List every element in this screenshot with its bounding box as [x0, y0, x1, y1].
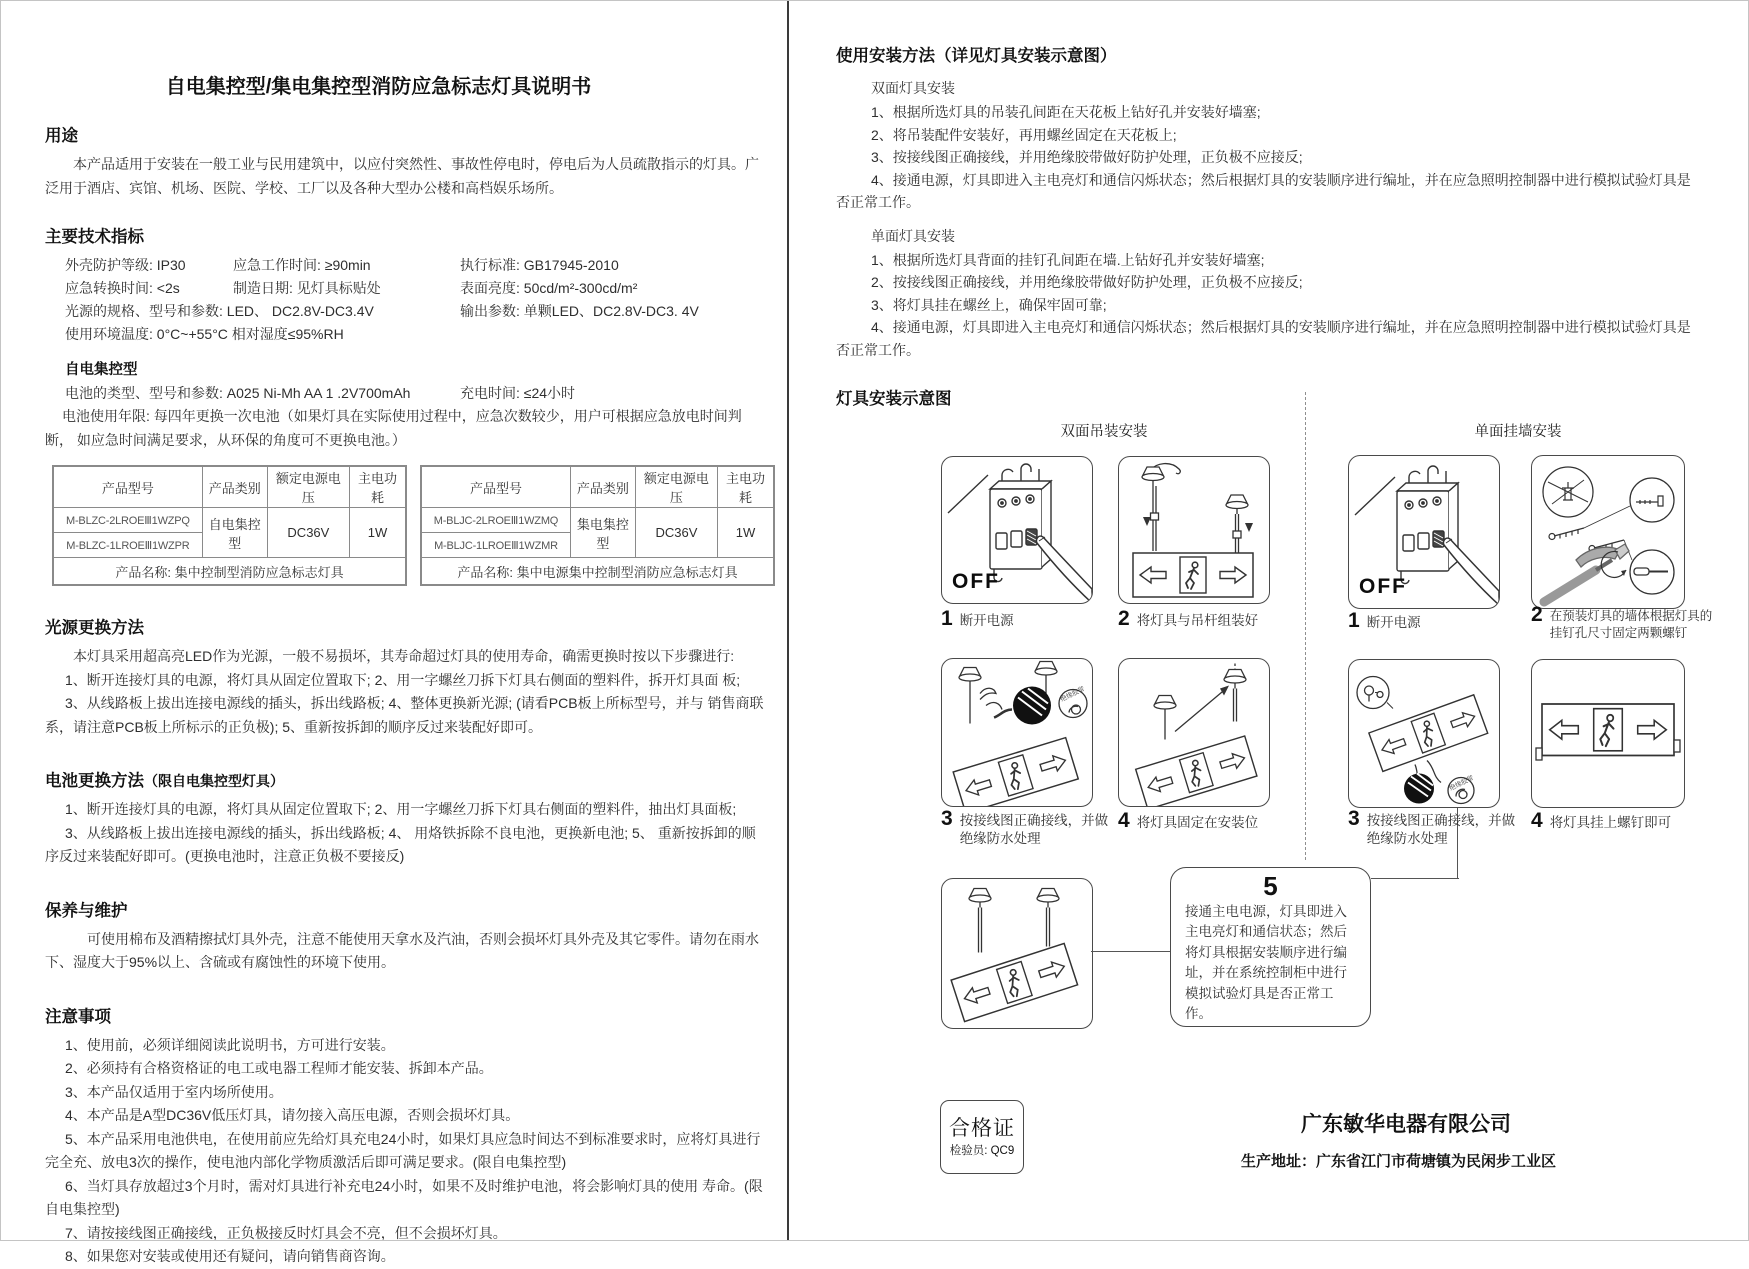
- col-header: 产品类别: [570, 466, 635, 508]
- connector-line: [1091, 951, 1170, 952]
- section-battery-replace: [45, 767, 767, 869]
- step-caption: [1348, 610, 1421, 632]
- product-name-cell: 产品名称: 集中电源集中控制型消防应急标志灯具: [421, 558, 774, 586]
- exit-sign-icon: [1532, 660, 1684, 807]
- usage-heading: 用途: [45, 127, 78, 145]
- spec-item: 使用环境温度: 0°C~+55°C 相对湿度≤95%RH: [65, 326, 344, 342]
- step-number: 3: [941, 807, 953, 830]
- product-table-self-powered: [52, 465, 407, 586]
- spec-row: [65, 323, 767, 346]
- specs-heading: 主要技术指标: [45, 228, 144, 246]
- col-header: 产品型号: [421, 466, 570, 508]
- heading-note: （限自电集控型灯具）: [144, 773, 284, 789]
- power-cell: 1W: [350, 508, 406, 558]
- spec-item: 外壳防护等级: IP30: [65, 257, 186, 273]
- section-maintenance: [45, 897, 767, 975]
- single-sided-subheading: 单面灯具安装: [871, 227, 955, 244]
- connector-line: [1371, 878, 1459, 879]
- step-number: 4: [1118, 809, 1130, 832]
- spec-item: 输出参数: 单颗LED、DC2.8V-DC3. 4V: [460, 303, 699, 319]
- step-text: 在预装灯具的墙体根据灯具的挂钉孔尺寸固定两颗螺钉: [1549, 609, 1713, 640]
- step-box: [1531, 659, 1685, 808]
- wiring-tape-icon: [942, 659, 1092, 806]
- step-number: 1: [941, 607, 953, 630]
- category-cell: 自电集控型: [202, 508, 267, 558]
- paragraph: 1、断开连接灯具的电源，将灯具从固定位置取下; 2、用一字螺丝刀拆下灯具右侧面的塑料件，抽出灯具面板;: [65, 801, 737, 817]
- page-title: 自电集控型/集电集控型消防应急标志灯具说明书: [165, 76, 592, 98]
- insulation-tape-label: 绝缘胶带: [1448, 774, 1475, 793]
- spec-item: 应急工作时间: ≥90min: [233, 257, 371, 273]
- certificate-title: 合格证: [949, 1117, 1015, 1141]
- model-cell: M-BLZC-1LROEⅢ1WZPR: [53, 533, 202, 558]
- step-box: [1348, 659, 1500, 808]
- light-source-heading: 光源更换方法: [45, 619, 144, 637]
- charge-time: 充电时间: ≤24小时: [460, 385, 576, 401]
- step-box: [1118, 456, 1270, 604]
- note-item: 5、本产品采用电池供电，在使用前应先给灯具充电24小时，如果灯具应急时间达不到标准要求时，应将灯具进行完全充、放电3次的操作，使电池内部化学物质激活后即可满足要求。(限自电集控型): [45, 1130, 761, 1170]
- step-box: [941, 878, 1093, 1029]
- spec-row: [65, 382, 767, 405]
- battery-replace-heading: [45, 767, 767, 791]
- step-text: 断开电源: [1366, 615, 1421, 630]
- self-powered-heading: 自电集控型: [65, 362, 138, 378]
- paragraph: 3、从线路板上拔出连接电源线的插头，拆出线路板; 4、整体更换新光源; (请看PCB板上所标型号，并与 销售商联系，请注意PCB板上所标示的正负极); 5、重新按拆卸的顺序反过来装配好即可。: [45, 695, 764, 735]
- power-cell: 1W: [718, 508, 774, 558]
- off-label: OFF: [952, 570, 1000, 593]
- step-text: 接通主电电源，灯具即进入主电亮灯和通信状态；然后将灯具根据安装顺序进行编址，并在系统控制柜中进行模拟试验灯具是否正常工作。: [1185, 903, 1347, 1022]
- section-specs: [45, 223, 767, 452]
- install-diagram: [789, 0, 1749, 1241]
- spec-item: 表面亮度: 50cd/m²-300cd/m²: [460, 280, 638, 296]
- col-header: 产品类别: [202, 466, 267, 508]
- step-text: 按接线图正确接线，并做绝缘防水处理: [1366, 813, 1516, 847]
- company-address: 生产地址：广东省江门市荷塘镇为民闲步工业区: [1241, 1153, 1557, 1170]
- hang-rod-assembly-icon: [1119, 457, 1269, 603]
- fix-to-position-icon: [1119, 659, 1269, 806]
- install-step: 3、按接线图正确接线，并用绝缘胶带做好防护处理，正负极不应接反;: [871, 149, 1303, 165]
- double-sided-subheading: 双面灯具安装: [871, 80, 955, 96]
- install-step: 4、接通电源，灯具即进入主电亮灯和通信闪烁状态；然后根据灯具的安装顺序进行编址，并在应急照明控制器中进行模拟试验灯具是否正常工作。: [836, 171, 1691, 210]
- spec-row: [65, 254, 767, 277]
- battery-life: 电池使用年限: 每四年更换一次电池（如果灯具在实际使用过程中，应急次数较少，用户可根据应急放电时间判断， 如应急时间满足要求，从环保的角度可不更换电池。）: [45, 408, 742, 448]
- spec-row: [65, 300, 767, 323]
- install-step: 2、按接线图正确接线，并用绝缘胶带做好防护处理，正负极不应接反;: [871, 274, 1303, 290]
- step-caption: [941, 608, 1014, 630]
- step-number: 2: [1531, 603, 1543, 626]
- spec-item: 应急转换时间: <2s: [65, 280, 180, 296]
- paragraph: 1、断开连接灯具的电源，将灯具从固定位置取下; 2、用一字螺丝刀拆下灯具右侧面的塑料件，拆开灯具面 板;: [65, 671, 741, 688]
- step-box: [941, 658, 1093, 807]
- col-header: 额定电源电压: [635, 466, 717, 508]
- model-cell: M-BLJC-1LROEⅢ1WZMR: [421, 533, 570, 558]
- certificate-inspector: 检验员: QC9: [949, 1144, 1015, 1157]
- insulation-tape-label: 绝缘胶带: [1059, 685, 1086, 704]
- step-number: 2: [1118, 607, 1130, 630]
- table-footer-row: [421, 558, 774, 586]
- step-number: 1: [1348, 609, 1360, 632]
- wall-wiring-icon: [1349, 660, 1499, 807]
- note-item: 2、必须持有合格资格证的电工或电器工程师才能安装、拆卸本产品。: [65, 1060, 493, 1076]
- usage-body: 本产品适用于安装在一般工业与民用建筑中，以应付突然性、事故性停电时，停电后为人员疏散指示的灯具。广泛用于酒店、宾馆、机场、医院、学校、工厂以及各种大型办公楼和高档娱乐场所。: [45, 156, 759, 196]
- category-cell: 集电集控型: [570, 508, 635, 558]
- step-text: 将灯具固定在安装位: [1136, 815, 1259, 830]
- page-right: [789, 0, 1749, 1241]
- step-box: [1118, 658, 1270, 807]
- spec-item: 执行标准: GB17945-2010: [460, 257, 619, 273]
- install-step: 1、根据所选灯具的吊装孔间距在天花板上钻好孔并安装好墙塞;: [871, 104, 1261, 120]
- single-wall-label: 单面挂墙安装: [1474, 424, 1562, 440]
- battery-spec: 电池的类型、型号和参数: A025 Ni-Mh AA 1 .2V700mAh: [65, 385, 411, 401]
- product-tables: [52, 465, 767, 586]
- install-method-heading: 使用安装方法（详见灯具安装示意图）: [836, 47, 1117, 65]
- step-caption: [1531, 604, 1721, 642]
- spec-row: [65, 277, 767, 300]
- voltage-cell: DC36V: [635, 508, 717, 558]
- note-item: 7、请按接线图正确接线，正负极接反时灯具会不亮，但不会损坏灯具。: [65, 1224, 507, 1241]
- paragraph: 可使用棉布及酒精擦拭灯具外壳，注意不能使用天拿水及汽油，否则会损坏灯具外壳及其它零件。请勿在雨水下、湿度大于95%以上、含硫或有腐蚀性的环境下使用。: [45, 930, 759, 970]
- paragraph: 本灯具采用超高亮LED作为光源，一般不易损坏，其寿命超过灯具的使用寿命，确需更换时按以下步骤进行:: [73, 648, 735, 664]
- col-header: 额定电源电压: [267, 466, 349, 508]
- company-name: 广东敏华电器有限公司: [1301, 1113, 1511, 1136]
- paragraph: 3、从线路板上拔出连接电源线的插头，拆出线路板; 4、 用烙铁拆除不良电池，更换新电池; 5、 重新按拆卸的顺序反过来装配好即可。(更换电池时，注意正负极不要接反): [45, 824, 756, 864]
- product-name-cell: 产品名称: 集中控制型消防应急标志灯具: [53, 558, 406, 586]
- section-usage: [45, 122, 767, 200]
- step-caption: [1531, 810, 1721, 832]
- assembled-fixture-icon: [942, 879, 1092, 1028]
- install-step: 3、将灯具挂在螺丝上，确保牢固可靠;: [871, 296, 1107, 313]
- col-header: 主电功耗: [718, 466, 774, 508]
- spec-item: 制造日期: 见灯具标贴处: [233, 280, 381, 296]
- install-step: 2、将吊装配件安装好，再用螺丝固定在天花板上;: [871, 126, 1177, 143]
- table-row: [53, 508, 406, 533]
- maintenance-heading: 保养与维护: [45, 901, 128, 920]
- step-caption: [941, 808, 1119, 848]
- col-header: 产品型号: [53, 466, 202, 508]
- voltage-cell: DC36V: [267, 508, 349, 558]
- step-box: [1531, 455, 1685, 609]
- note-item: 3、本产品仅适用于室内场所使用。: [65, 1083, 283, 1100]
- double-hang-label: 双面吊装安装: [1060, 424, 1148, 440]
- note-item: 4、本产品是A型DC36V低压灯具，请勿接入高压电源，否则会损坏灯具。: [65, 1107, 520, 1123]
- step-text: 将灯具与吊杆组装好: [1136, 613, 1259, 628]
- step-caption: [1118, 810, 1298, 832]
- off-label: OFF: [1359, 575, 1407, 598]
- table-row: [421, 508, 774, 533]
- section-light-source: [45, 614, 767, 739]
- wall-screws-tools-icon: [1532, 456, 1684, 608]
- table-footer-row: [53, 558, 406, 586]
- table-header-row: [421, 466, 774, 508]
- step5-box: [1170, 867, 1371, 1027]
- step-caption: [1118, 608, 1293, 630]
- note-item: 1、使用前，必须详细阅读此说明书，方可进行安装。: [65, 1036, 395, 1053]
- install-step: 1、根据所选灯具背面的挂钉孔间距在墙.上钻好孔并安装好墙塞;: [871, 251, 1265, 268]
- model-cell: M-BLZC-2LROEⅢ1WZPQ: [53, 508, 202, 533]
- step-box: [1348, 455, 1500, 609]
- step-text: 将灯具挂上螺钉即可: [1549, 815, 1672, 830]
- step-number: 3: [1348, 807, 1360, 830]
- step-number: 5: [1263, 871, 1278, 901]
- section-notes: [45, 1003, 767, 1269]
- diagram-heading: 灯具安装示意图: [836, 390, 952, 408]
- install-step: 4、接通电源，灯具即进入主电亮灯和通信闪烁状态；然后根据灯具的安装顺序进行编址，并在应急照明控制器中进行模拟试验灯具是否正常工作。: [836, 319, 1691, 358]
- model-cell: M-BLJC-2LROEⅢ1WZMQ: [421, 508, 570, 533]
- step-caption: [1348, 808, 1526, 848]
- product-table-central-powered: [420, 465, 775, 586]
- note-item: 6、当灯具存放超过3个月时，需对灯具进行补充电24小时，如果不及时维护电池，将会影响灯具的使用 寿命。(限自电集控型): [45, 1177, 763, 1217]
- note-item: 8、如果您对安装或使用还有疑问，请向销售商咨询。: [65, 1248, 395, 1264]
- step-box: [941, 456, 1093, 604]
- heading-text: 电池更换方法: [45, 772, 144, 790]
- step-number: 4: [1531, 809, 1543, 832]
- spec-item: 光源的规格、型号和参数: LED、 DC2.8V-DC3.4V: [65, 303, 374, 319]
- group-separator: [1305, 392, 1306, 860]
- step-text: 断开电源: [959, 613, 1014, 628]
- col-header: 主电功耗: [350, 466, 406, 508]
- page-left: [0, 0, 787, 1264]
- notes-heading: 注意事项: [45, 1007, 111, 1026]
- certificate-stamp: [940, 1100, 1024, 1174]
- table-header-row: [53, 466, 406, 508]
- step-text: 按接线图正确接线，并做绝缘防水处理: [959, 813, 1109, 847]
